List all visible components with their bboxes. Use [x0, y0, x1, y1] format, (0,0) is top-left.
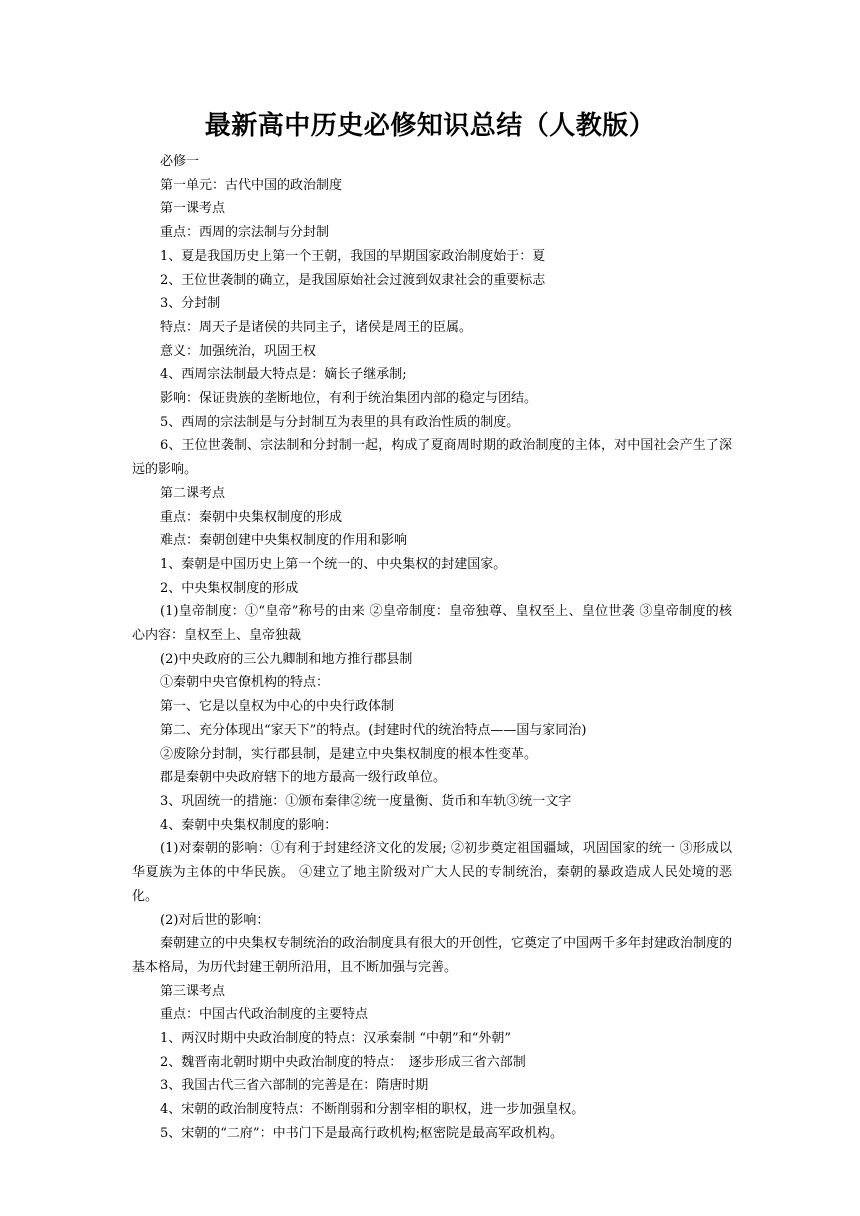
paragraph: 重点：秦朝中央集权制度的形成: [160, 509, 343, 525]
paragraph: 4、西周宗法制最大特点是：嫡长子继承制;: [160, 367, 407, 383]
paragraph: 影响：保证贵族的垄断地位，有利于统治集团内部的稳定与团结。: [160, 391, 538, 407]
paragraph: 3、分封制: [160, 296, 221, 312]
paragraph: 第一单元：古代中国的政治制度: [160, 177, 343, 193]
paragraph: 第二、充分体现出“家天下”的特点。(封建时代的统治特点——国与家同治): [160, 722, 587, 738]
paragraph: 必修一: [160, 154, 200, 169]
paragraph: 4、宋朝的政治制度特点：不断削弱和分割宰相的职权，进一步加强皇权。: [160, 1102, 585, 1118]
paragraph: 2、王位世袭制的确立，是我国原始社会过渡到奴隶社会的重要标志: [160, 272, 546, 288]
paragraph: 第三课考点: [160, 983, 226, 999]
paragraph: 重点：中国古代政治制度的主要特点: [160, 1007, 369, 1023]
paragraph: (1)皇帝制度：①“皇帝”称号的由来 ②皇帝制度：皇帝独尊、皇权至上、皇位世袭 ③皇帝制度的核心内容：皇权至上、皇帝独裁: [132, 604, 732, 644]
document-title: 最新高中历史必修知识总结（人教版）: [204, 111, 656, 141]
paragraph: 重点：西周的宗法制与分封制: [160, 225, 330, 241]
paragraph: 特点：周天子是诸侯的共同主子，诸侯是周王的臣属。: [160, 319, 473, 335]
paragraph: 4、秦朝中央集权制度的影响：: [160, 817, 338, 833]
paragraph: 第一课考点: [160, 201, 226, 217]
paragraph: 6、王位世袭制、宗法制和分封制一起，构成了夏商周时期的政治制度的主体，对中国社会产生了深远的影响。: [132, 438, 732, 478]
paragraph: 1、夏是我国历史上第一个王朝，我国的早期国家政治制度始于：夏: [160, 248, 546, 264]
paragraph: 第二课考点: [160, 485, 226, 501]
paragraph: (2)对后世的影响：: [160, 912, 270, 928]
paragraph: ①秦朝中央官僚机构的特点：: [160, 675, 330, 691]
paragraph: 5、宋朝的“二府”：中书门下是最高行政机构;枢密院是最高军政机构。: [160, 1125, 563, 1141]
paragraph: ②废除分封制，实行郡县制，是建立中央集权制度的根本性变革。: [160, 746, 538, 762]
document-body: [132, 150, 732, 1146]
paragraph: 3、我国古代三省六部制的完善是在：隋唐时期: [160, 1078, 429, 1094]
paragraph: 郡是秦朝中央政府辖下的地方最高一级行政单位。: [160, 770, 447, 786]
paragraph: 1、两汉时期中央政治制度的特点：汉承秦制 “中朝”和“外朝”: [160, 1031, 511, 1047]
paragraph: 难点：秦朝创建中央集权制度的作用和影响: [160, 533, 408, 549]
paragraph: 意义：加强统治，巩固王权: [160, 343, 317, 359]
paragraph: 5、西周的宗法制是与分封制互为表里的具有政治性质的制度。: [160, 414, 520, 430]
paragraph: 3、巩固统一的措施：①颁布秦律②统一度量衡、货币和车轨③统一文字: [160, 793, 572, 809]
paragraph: 秦朝建立的中央集权专制统治的政治制度具有很大的开创性，它奠定了中国两千多年封建政治制度的基本格局，为历代封建王朝所沿用，且不断加强与完善。: [132, 936, 733, 975]
paragraph: (1)对秦朝的影响：①有利于封建经济文化的发展; ②初步奠定祖国疆域，巩固国家的统一 ③形成以华夏族为主体的中华民族。 ④建立了地主阶级对广大人民的专制统治，秦朝的暴政造成人民处境的恶化。: [132, 841, 732, 904]
paragraph: 第一、它是以皇权为中心的中央行政体制: [160, 699, 395, 715]
paragraph: 1、秦朝是中国历史上第一个统一的、中央集权的封建国家。: [160, 556, 507, 572]
paragraph: (2)中央政府的三公九卿制和地方推行郡县制: [160, 651, 413, 667]
paragraph: 2、魏晋南北朝时期中央政治制度的特点： 逐步形成三省六部制: [160, 1054, 526, 1070]
paragraph: 2、中央集权制度的形成: [160, 580, 299, 596]
